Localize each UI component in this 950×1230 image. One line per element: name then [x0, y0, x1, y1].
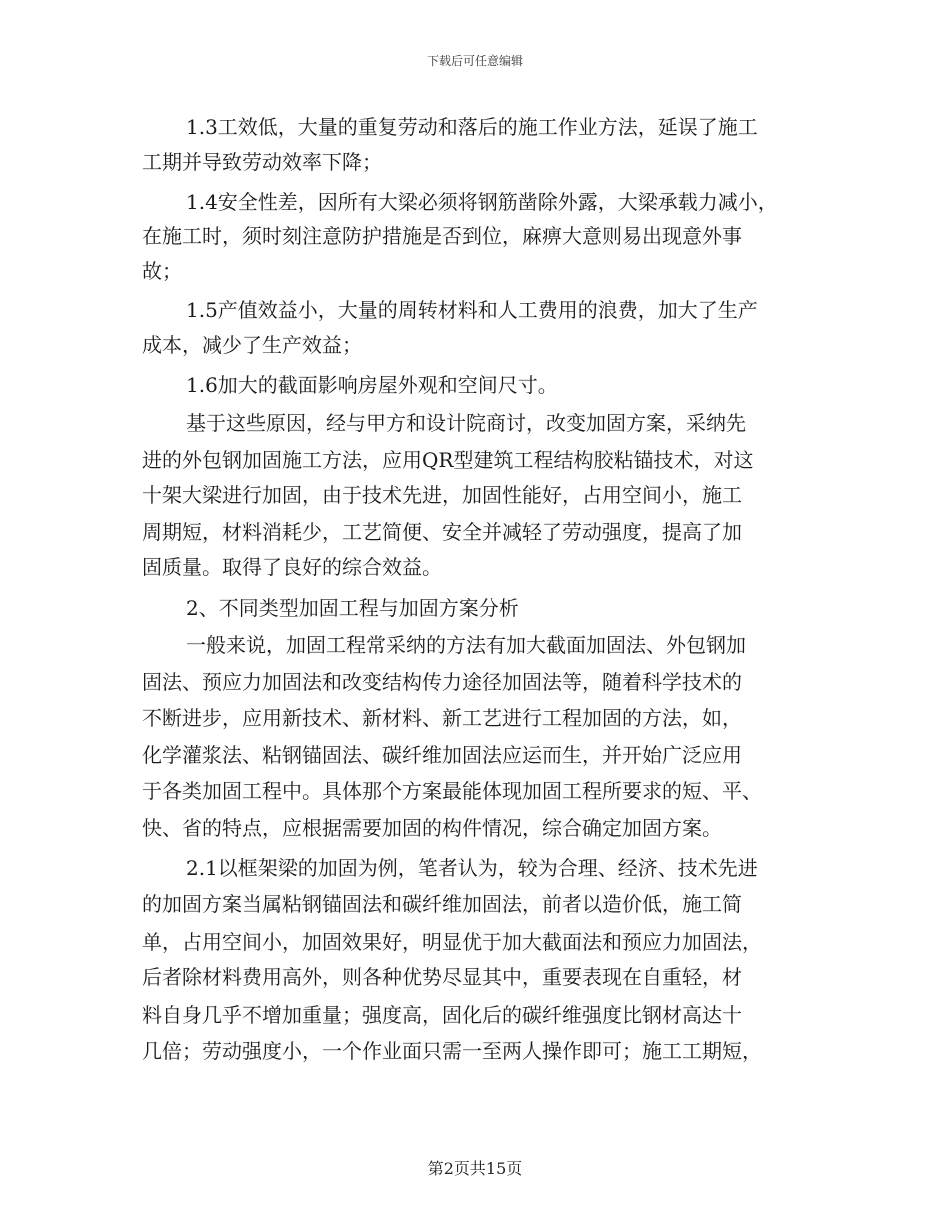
text-line: 进的外包钢加固施工方法，应用QR型建筑工程结构胶粘锚技术，对这 — [142, 448, 754, 472]
text-line: 1.3工效低，大量的重复劳动和落后的施工作业方法，延误了施工 — [186, 115, 758, 139]
text-line: 1.4安全性差，因所有大梁必须将钢筋凿除外露，大梁承载力减小， — [186, 190, 778, 214]
text-line: 几倍；劳动强度小，一个作业面只需一至两人操作即可；施工工期短， — [142, 1039, 762, 1063]
text-line: 一般来说，加固工程常采纳的方法有加大截面加固法、外包钢加 — [186, 633, 746, 657]
section-heading: 2、不同类型加固工程与加固方案分析 — [186, 596, 519, 620]
text-line: 化学灌浆法、粘钢锚固法、碳纤维加固法应运而生，并开始广泛应用 — [142, 743, 742, 767]
text-line: 基于这些原因，经与甲方和设计院商讨，改变加固方案，采纳先 — [186, 411, 746, 435]
text-line: 在施工时，须时刻注意防护措施是否到位，麻痹大意则易出现意外事 — [142, 224, 742, 248]
page-header: 下载后可任意编辑 — [426, 54, 523, 68]
text-line: 成本，减少了生产效益； — [142, 333, 362, 357]
text-line: 工期并导致劳动效率下降； — [142, 150, 382, 174]
text-line: 不断进步，应用新技术、新材料、新工艺进行工程加固的方法，如， — [142, 706, 742, 730]
text-line: 故； — [142, 259, 182, 283]
text-line: 固质量。取得了良好的综合效益。 — [142, 555, 442, 579]
text-line: 2.1以框架梁的加固为例，笔者认为，较为合理、经济、技术先进 — [186, 856, 758, 880]
text-line: 周期短，材料消耗少，工艺简便、安全并减轻了劳动强度，提高了加 — [142, 520, 742, 544]
text-line: 单，占用空间小，加固效果好，明显优于加大截面法和预应力加固法， — [142, 930, 762, 954]
text-line: 后者除材料费用高外，则各种优势尽显其中，重要表现在自重轻，材 — [142, 965, 742, 989]
text-line: 1.6加大的截面影响房屋外观和空间尺寸。 — [186, 373, 558, 397]
text-line: 固法、预应力加固法和改变结构传力途径加固法等，随着科学技术的 — [142, 670, 742, 694]
text-line: 十架大梁进行加固，由于技术先进，加固性能好，占用空间小，施工 — [142, 483, 742, 507]
text-line: 的加固方案当属粘钢锚固法和碳纤维加固法，前者以造价低，施工简 — [142, 892, 742, 916]
text-line: 快、省的特点，应根据需要加固的构件情况，综合确定加固方案。 — [142, 816, 722, 840]
text-line: 1.5产值效益小，大量的周转材料和人工费用的浪费，加大了生产 — [186, 298, 758, 322]
page-number: 第2页共15页 — [427, 1159, 523, 1178]
text-line: 料自身几乎不增加重量；强度高，固化后的碳纤维强度比钢材高达十 — [142, 1003, 742, 1027]
text-line: 于各类加固工程中。具体那个方案最能体现加固工程所要求的短、平、 — [142, 779, 762, 803]
